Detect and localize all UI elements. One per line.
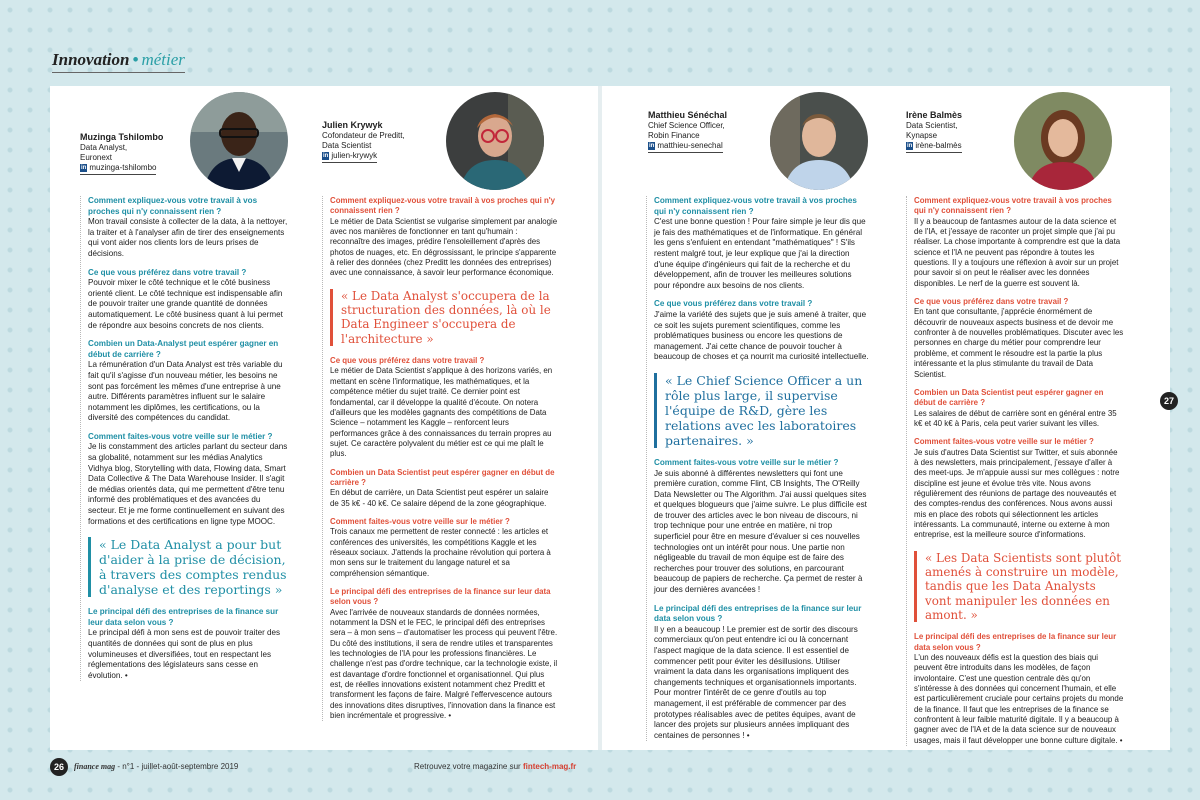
question: Ce que vous préférez dans votre travail ?	[88, 267, 247, 277]
answer: Trois canaux me permettent de rester connecté : les articles et conférences des universités, les compétitions Kaggle et les réseaux sociaux. J'attends la prochaine révolution qui portera à mon sens sur le traitement du langage naturel et sa compréhension sémantique.	[330, 527, 551, 578]
portrait-irene	[1014, 92, 1112, 190]
section-label: Innovation	[52, 50, 130, 69]
section-sublabel: métier	[141, 50, 185, 69]
interview-column-4	[914, 196, 1124, 746]
question: Ce que vous préférez dans votre travail ?	[330, 356, 485, 366]
question: Combien un Data-Analyst peut espérer gagner en début de carrière ?	[88, 339, 279, 359]
linkedin-handle: muzinga-tshilombo	[89, 163, 157, 172]
answer: Le métier de Data Scientist se vulgarise simplement par analogie avec nos manières de fonctionner en tant qu'humain : reconnaître des images, prédire l'ensoleillement d'après des photos de nuages, etc. En dégrossissant, le principe s'apparente à relier des données (chez Preditt les données des entreprises) avec une connaissance, à savoir leur performance économique.	[330, 216, 558, 278]
column-divider	[80, 196, 81, 681]
profile-name: Irène Balmès	[906, 110, 963, 120]
answer: Il y a beaucoup de fantasmes autour de la data science et de l'IA, et j'essaye de raconter un projet simple que j'ai pu réaliser. La chose importante à comprendre est que la data science et l'IA ne peuvent pas répondre à toutes les questions. Il y a toujours une réflexion à avoir sur un projet pour savoir si on peut le réaliser avec les données disponibles. Le nerf de la guerre est souvent là.	[914, 216, 1121, 288]
answer: En tant que consultante, j'apprécie énormément de découvrir de nouveaux aspects business et de devoir me confronter à de nouvelles problématiques. Discuter avec les personnes en charge du métier pour comprendre leur problème, et comment le résoudre est la partie la plus intéressante et la plus stimulante du travail de Data Scientist.	[914, 307, 1124, 379]
answer: Avec l'arrivée de nouveaux standards de données normées, notamment la DSN et le FEC, le principal défi des entreprises sera – à mon sens – d'automatiser les process qui peuvent l'être. Du côté des institutions, il sera de rendre utiles et transparentes les technologies de l'IA pour les professions financières. Le challenge n'est pas d'ordre technique, car la technologie existe, il est davantage d'ordre fonctionnel et organisationnel. Qui plus est, de réelles innovations existent notamment chez Preditt et transforment les façons de faire. Malgré l'effervescence autours des innovations dites disruptives, l'innovation dans la finance est bien incrémentale et progressive. •	[330, 607, 558, 721]
answer: Je suis abonné à différentes newsletters qui font une première curation, comme Flint, CB Insights, The O'Reilly Data Newsletter ou The Algorithm. J'ai aussi quelques sites et quelques blogueurs que j'aime suivre. Le plus difficile est de trouver des articles avec le bon niveau de discours, ni trop technique pour une entrée en matière, ni trop superficiel pour être en mesure d'évaluer si ces nouvelles technologies ont un intérêt pour nous. Une partie non négligeable du travail de mon équipe est de faire des recherches pour trouver des solutions, en parcourant beaucoup de papiers de recherche. Ça permet de rester à jour des dernières avancées !	[654, 468, 867, 595]
linkedin-handle: irène-balmès	[915, 141, 962, 150]
answer: En début de carrière, un Data Scientist peut espérer un salaire de 35 k€ - 40 k€. Ce salaire dépend de la zone géographique.	[330, 488, 549, 508]
question: Comment expliquez-vous votre travail à vos proches qui n'y connaissent rien ?	[88, 196, 258, 216]
profile-role: Chief Science Officer,	[648, 121, 725, 130]
profile-role: Data Analyst,	[80, 143, 128, 152]
page-number-left: 26	[50, 758, 68, 776]
question: Comment expliquez-vous votre travail à vos proches qui n'y connaissent rien ?	[654, 196, 857, 216]
profile-name: Matthieu Sénéchal	[648, 110, 728, 120]
question: Combien un Data Scientist peut espérer gagner en début de carrière ?	[330, 467, 555, 487]
question: Le principal défi des entreprises de la finance sur leur data selon vous ?	[88, 607, 279, 627]
pull-quote: « Le Data Analyst a pour but d'aider à la prise de décision, à travers des comptes rendus d'analyse et des reportings »	[88, 537, 288, 597]
answer: Mon travail consiste à collecter de la data, à la nettoyer, la traiter et à l'analyser afin de tirer des enseignements qui vont aider nos clients lors de leurs prises de décisions.	[88, 217, 288, 258]
profile-julien	[322, 120, 442, 163]
profile-company: Data Scientist	[322, 141, 372, 150]
question: Comment expliquez-vous votre travail à vos proches qui n'y connaissent rien ?	[330, 196, 556, 216]
footer-left	[74, 762, 238, 771]
profile-irene	[906, 110, 1016, 153]
profile-role: Data Scientist,	[906, 121, 958, 130]
answer: Je lis constamment des articles parlant du secteur dans sa globalité, notamment sur les médias Analytics Vidhya blog, Storytelling with data, Flowing data, Smart Data Collective & The Data Warehouse Insider. Il s'agit de médias orientés data, qui me permettent d'être tenu informé des problématiques et des avancées du secteur. Et je me forme continuellement en suivant des formations et des certifications en ligne type MOOC.	[88, 442, 288, 526]
profile-muzinga	[80, 132, 190, 175]
linkedin-icon: in	[81, 164, 87, 171]
question: Comment faites-vous votre veille sur le métier ?	[654, 457, 839, 467]
portrait-matthieu	[770, 92, 868, 190]
answer: Les salaires de début de carrière sont en général entre 35 k€ et 40 k€ à Paris, cela peut varier suivant les villes.	[914, 408, 1117, 428]
question: Combien un Data Scientist peut espérer gagner en début de carrière ?	[914, 387, 1104, 408]
answer: Le métier de Data Scientist s'applique à des horizons variés, en mettant en scène l'informatique, les mathématiques, et la compétence métier du sujet traité. Ce dernier point est fondamental, car il développe la qualité d'écoute. On notera d'ailleurs que les modèles gagnants des compétitions de Data Science – notamment les Kaggle – renforcent leurs performances grâce à des connaissances du terrain propres au sujet. Ce caractère polyvalent du métier est ce qui me plaît le plus.	[330, 366, 553, 459]
question: Comment faites-vous votre veille sur le métier ?	[330, 516, 510, 526]
section-dot: •	[132, 50, 139, 69]
question: Comment expliquez-vous votre travail à vos proches qui n'y connaissent rien ?	[914, 196, 1112, 216]
section-heading	[52, 50, 185, 73]
linkedin-link[interactable]	[322, 151, 377, 163]
pull-quote: « Le Data Analyst s'occupera de la structuration des données, là où le Data Engineer s'occupera de l'architecture »	[330, 289, 558, 346]
answer: C'est une bonne question ! Pour faire simple je leur dis que je fais des mathématiques et de l'informatique. En général les gens s'enfuient en entendant "mathématiques" ! S'ils restent malgré tout, je leur explique que j'ai la direction d'une équipe d'ingénieurs qui fait de la recherche et du développement, afin de trouver les meilleures solutions pour répondre aux besoins de nos clients.	[654, 217, 866, 290]
answer: Le principal défi à mon sens est de pouvoir traiter des quantités de données qui sont de plus en plus volumineuses et diversifiées, tout en respectant les réglementations des législateurs sans cesse en évolution. •	[88, 628, 281, 680]
profile-name: Muzinga Tshilombo	[80, 132, 164, 142]
linkedin-icon: in	[907, 142, 913, 149]
linkedin-icon: in	[649, 142, 655, 149]
footer-promo	[414, 762, 576, 771]
profile-company: Robin Finance	[648, 131, 700, 140]
issue-info: - n°1 - juillet-août-septembre 2019	[117, 762, 239, 771]
website-link[interactable]: fintech-mag.fr	[522, 762, 577, 771]
column-divider	[906, 196, 907, 746]
linkedin-link[interactable]	[648, 141, 723, 153]
promo-text: Retrouvez votre magazine sur	[414, 762, 521, 771]
profile-company: Euronext	[80, 153, 113, 162]
answer: Pouvoir mixer le côté technique et le côté business orienté client. Le côté technique est indispensable afin de pouvoir traiter une grande quantité de données automatiquement. Le côté business quant à lui permet de répondre aux besoins concrets de nos clients.	[88, 278, 283, 330]
question: Le principal défi des entreprises de la finance sur leur data selon vous ?	[654, 603, 862, 624]
answer: La rémunération d'un Data Analyst est très variable du fait qu'il s'agisse d'un nouveau métier, les besoins ne sont pas forcément les mêmes d'une entreprise à une autre. Différents paramètres influent sur le salaire notamment les diplômes, les certifications, ou la diversité des compétences du candidat.	[88, 360, 283, 423]
interview-column-3	[654, 196, 869, 741]
question: Le principal défi des entreprises de la finance sur leur data selon vous ?	[330, 587, 551, 607]
column-divider	[322, 196, 323, 721]
answer: J'aime la variété des sujets que je suis amené à traiter, que ce soit les sujets purement scientifiques, comme les problématiques business ou encore les questions de management. J'ai cette chance de pouvoir toucher à beaucoup de choses et ça nourrit ma curiosité intellectuelle.	[654, 309, 869, 362]
interview-column-1	[88, 196, 288, 681]
question: Le principal défi des entreprises de la finance sur leur data selon vous ?	[914, 632, 1117, 652]
pull-quote: « Le Chief Science Officer a un rôle plus large, il supervise l'équipe de R&D, gère les relations avec les laboratoires partenaires. »	[654, 373, 869, 448]
magazine-name: finance mag	[74, 762, 116, 771]
pull-quote: « Les Data Scientists sont plutôt amenés à construire un modèle, tandis que les Data Analysts vont manipuler les données en amont. »	[914, 551, 1124, 623]
profile-company: Kynapse	[906, 131, 938, 140]
question: Ce que vous préférez dans votre travail ?	[914, 297, 1069, 307]
profile-name: Julien Krywyk	[322, 120, 383, 130]
spine-gutter	[598, 86, 602, 750]
linkedin-icon: in	[323, 152, 329, 159]
linkedin-handle: julien-krywyk	[331, 151, 378, 160]
answer: Il y en a beaucoup ! Le premier est de sortir des discours commerciaux qu'on peut entendre ici ou là concernant l'aspect magique de la data science. Il est essentiel de commencer petit pour éviter les désillusions. Utiliser vraiment la data dans les organisations impliquent des changements techniques et organisationnels importants. Pour montrer l'intérêt de ce genre d'outils au top management, il est préférable de commencer par des prototypes réalisables avec de petites équipes, avant de lancer des projets sur plusieurs années impliquant des centaines de personnes ! •	[654, 624, 858, 740]
column-divider	[646, 196, 647, 741]
page-number-right: 27	[1160, 392, 1178, 410]
linkedin-link[interactable]	[906, 141, 962, 153]
question: Comment faites-vous votre veille sur le métier ?	[914, 437, 1094, 447]
portrait-muzinga	[190, 92, 288, 190]
answer: L'un des nouveaux défis est la question des biais qui peuvent être introduits dans les modèles, de façon involontaire. C'est une question centrale dès qu'on s'intéresse à des données qui concernent l'humain, et elle est particulièrement cruciale pour certains projets du monde de la finance. Il faut que les entreprises de la finance se confrontent à leur faible maturité digitale. Il y a beaucoup à gagner avec de l'IA et de la data science sur de nouveaux usages, mais il faut développer une bonne culture digitale. •	[914, 653, 1124, 745]
profile-role: Cofondateur de Preditt,	[322, 131, 405, 140]
interview-column-2	[330, 196, 558, 721]
profile-matthieu	[648, 110, 768, 153]
linkedin-link[interactable]	[80, 163, 156, 175]
question: Ce que vous préférez dans votre travail ?	[654, 299, 813, 309]
answer: Je suis d'autres Data Scientist sur Twitter, et suis abonnée à des newsletters, mais principalement, j'essaye d'aller à des meet-ups. Je m'appuie aussi sur mes collègues : notre discipline est jeune et évolue très vite. Nous avons régulièrement des réunions de partage des nouveautés et des comptes-rendus des conférences. Nous avons aussi mis en place des robots qui sélectionnent les articles intéressants. La communauté, interne ou externe à mon entreprise, est la meilleure source d'informations.	[914, 447, 1120, 540]
linkedin-handle: matthieu-senechal	[657, 141, 723, 150]
question: Comment faites-vous votre veille sur le métier ?	[88, 431, 273, 441]
portrait-julien	[446, 92, 544, 190]
